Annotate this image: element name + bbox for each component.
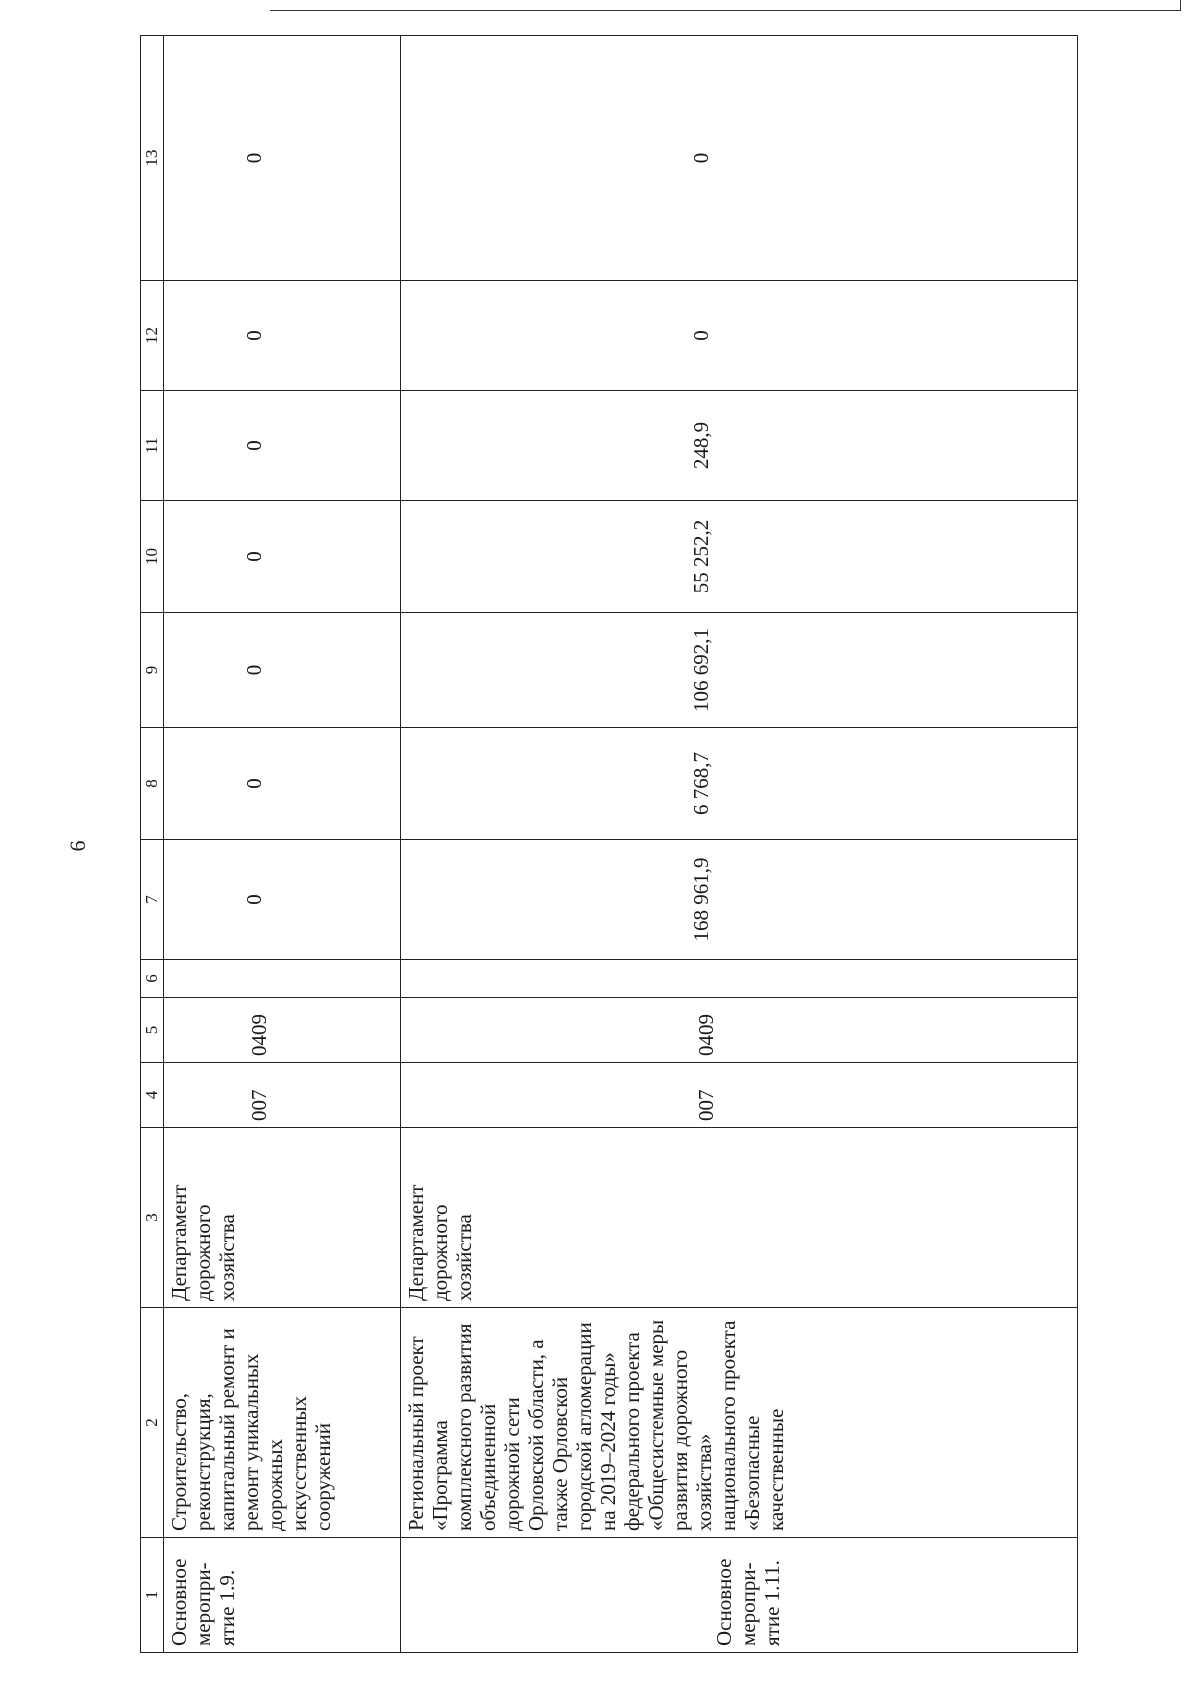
code-cs xyxy=(401,960,1078,998)
page-number: 6 xyxy=(65,840,90,852)
value-cell: 0 xyxy=(164,840,401,960)
value-cell: 0 xyxy=(401,36,1078,281)
value-cell: 248,9 xyxy=(401,391,1078,501)
column-number-row xyxy=(141,36,164,1653)
value-cell: 168 961,9 xyxy=(401,840,1078,960)
value-cell: 6 768,7 xyxy=(401,728,1078,840)
table-row xyxy=(401,36,1078,1653)
col-header: 13 xyxy=(141,36,164,281)
col-header: 8 xyxy=(141,728,164,840)
col-header: 1 xyxy=(141,1538,164,1653)
code-cs xyxy=(164,960,401,998)
value-cell: 0 xyxy=(164,36,401,281)
rotated-table-frame xyxy=(140,36,1075,1653)
value-cell: 0 xyxy=(164,391,401,501)
col-header: 9 xyxy=(141,613,164,728)
value-cell: 0 xyxy=(164,501,401,613)
col-header: 11 xyxy=(141,391,164,501)
program-table xyxy=(140,35,1078,1653)
code-grbs: 007 xyxy=(164,1063,401,1128)
responsible-executor: Департамент дорожного хозяйства xyxy=(401,1128,1078,1308)
measure-name: Региональный проект «Программа комплексного развития объединенной дорожной сети Орловской области, а также Орловской городской агломерации на 2019–2024 годы» федерального проекта «Общесистемные меры развития дорожного хозяйства» национального проекта «Безопасные качественные xyxy=(401,1308,1078,1538)
code-grbs: 007 xyxy=(401,1063,1078,1128)
top-border-tick xyxy=(1180,0,1181,11)
col-header: 6 xyxy=(141,960,164,998)
col-header: 2 xyxy=(141,1308,164,1538)
value-cell: 0 xyxy=(164,281,401,391)
col-header: 3 xyxy=(141,1128,164,1308)
col-header: 4 xyxy=(141,1063,164,1128)
measure-number: Основное меропри-ятие 1.11. xyxy=(401,1538,1078,1653)
value-cell: 0 xyxy=(164,613,401,728)
code-rzpr: 0409 xyxy=(401,998,1078,1063)
value-cell: 0 xyxy=(401,281,1078,391)
col-header: 12 xyxy=(141,281,164,391)
measure-name: Строительство, реконструкция, капитальный ремонт и ремонт уникальных дорожных искусственных сооружений xyxy=(164,1308,401,1538)
value-cell: 0 xyxy=(164,728,401,840)
value-cell: 106 692,1 xyxy=(401,613,1078,728)
col-header: 10 xyxy=(141,501,164,613)
code-rzpr: 0409 xyxy=(164,998,401,1063)
col-header: 7 xyxy=(141,840,164,960)
col-header: 5 xyxy=(141,998,164,1063)
measure-number: Основное меропри-ятие 1.9. xyxy=(164,1538,401,1653)
responsible-executor: Департамент дорожного хозяйства xyxy=(164,1128,401,1308)
value-cell: 55 252,2 xyxy=(401,501,1078,613)
table-row xyxy=(164,36,401,1653)
top-border-line xyxy=(270,10,1180,11)
